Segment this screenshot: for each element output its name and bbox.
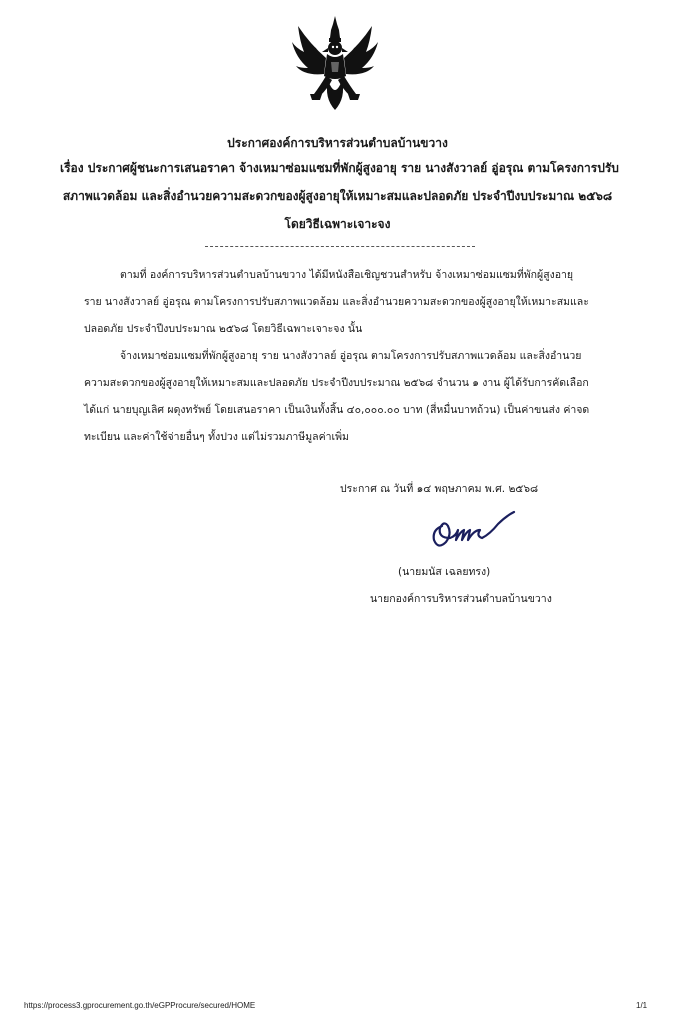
announcement-title bbox=[60, 132, 619, 238]
announcement-body bbox=[84, 262, 594, 451]
signer-position: นายกองค์การบริหารส่วนตำบลบ้านขวาง bbox=[370, 593, 552, 605]
paragraph-2-line-4: ทะเบียน และค่าใช้จ่ายอื่นๆ ทั้งปวง แต่ไม่รวมภาษีมูลค่าเพิ่ม bbox=[84, 431, 349, 443]
paragraph-2-line-1: จ้างเหมาซ่อมแซมที่พักผู้สูงอายุ ราย นางสังวาลย์ อู่อรุณ ตามโครงการปรับสภาพแวดล้อม และสิ่งอำนวย bbox=[120, 350, 582, 362]
paragraph-1-line-1: ตามที่ องค์การบริหารส่วนตำบลบ้านขวาง ได้มีหนังสือเชิญชวนสำหรับ จ้างเหมาซ่อมแซมที่พักผู้สูงอายุ bbox=[120, 269, 574, 281]
announcement-date: ประกาศ ณ วันที่ ๑๔ พฤษภาคม พ.ศ. ๒๕๖๘ bbox=[340, 483, 539, 495]
paragraph-2-line-3: ได้แก่ นายบุญเลิศ ผดุงทรัพย์ โดยเสนอราคา เป็นเงินทั้งสิ้น ๔๐,๐๐๐.๐๐ บาท (สี่หมื่นบาทถ้วน) เป็นค่าขนส่ง ค่าจด bbox=[84, 404, 590, 416]
page-number: 1/1 bbox=[636, 1001, 648, 1010]
garuda-emblem-icon bbox=[290, 14, 380, 114]
signer-name: (นายมนัส เฉลยทรง) bbox=[398, 566, 491, 578]
title-line-organization: ประกาศองค์การบริหารส่วนตำบลบ้านขวาง bbox=[227, 136, 448, 150]
footer-url: https://process3.gprocurement.go.th/eGPProcure/secured/HOME bbox=[24, 1001, 256, 1010]
title-line-subject-cont: สภาพแวดล้อม และสิ่งอำนวยความสะดวกของผู้สูงอายุให้เหมาะสมและปลอดภัย ประจำปีงบประมาณ ๒๕๖๘ bbox=[62, 189, 613, 203]
paragraph-1-line-2: ราย นางสังวาลย์ อู่อรุณ ตามโครงการปรับสภาพแวดล้อม และสิ่งอำนวยความสะดวกของผู้สูงอายุให้เหมาะสมและ bbox=[84, 296, 589, 308]
title-line-subject: เรื่อง ประกาศผู้ชนะการเสนอราคา จ้างเหมาซ่อมแซมที่พักผู้สูงอายุ ราย นางสังวาลย์ อู่อรุณ ตามโครงการปรับ bbox=[60, 161, 619, 175]
title-divider bbox=[205, 246, 475, 247]
paragraph-1-line-3: ปลอดภัย ประจำปีงบประมาณ ๒๕๖๘ โดยวิธีเฉพาะเจาะจง นั้น bbox=[84, 323, 363, 335]
paragraph-2-line-2: ความสะดวกของผู้สูงอายุให้เหมาะสมและปลอดภัย ประจำปีงบประมาณ ๒๕๖๘ จำนวน ๑ งาน ผู้ได้รับการคัดเลือก bbox=[84, 377, 589, 389]
title-line-method: โดยวิธีเฉพาะเจาะจง bbox=[284, 217, 391, 231]
handwritten-signature bbox=[428, 508, 518, 554]
